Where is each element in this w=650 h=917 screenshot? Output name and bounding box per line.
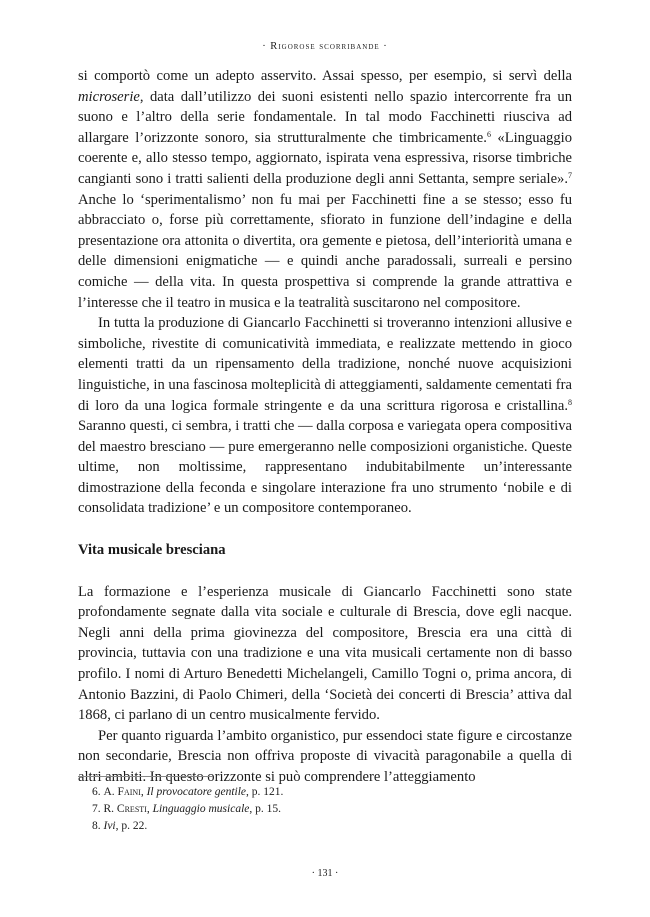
footnote-8: 8. Ivi, p. 22. <box>92 820 148 832</box>
footnote-rule <box>78 776 213 777</box>
italic-term: microserie <box>78 88 140 105</box>
paragraph-3: La formazione e l’esperienza musicale di Giancarlo Facchinetti sono state profondamente segnate dalla vita sociale e culturale di Brescia, dove egli nacque. Negli anni della prima giovinezza del compositore, Brescia era una città di provincia, tuttavia con una tradizione e una vita musicali certamente non di basso profilo. I nomi di Arturo Benedetti Michelangeli, Camillo Togni o, prima ancora, di Antonio Bazzini, di Paolo Chimeri, della ‘Società dei concerti di Brescia’ attiva dal 1868, ci parlano di un centro musicalmente fervido. <box>78 583 572 724</box>
footnote-ref-7[interactable]: 7 <box>568 170 572 180</box>
page-number: · 131 · <box>311 868 339 879</box>
section-heading: Vita musicale bresciana <box>78 542 226 559</box>
footnote-7: 7. R. Cresti, Linguaggio musicale, p. 15. <box>92 803 281 815</box>
paragraph-2: In tutta la produzione di Giancarlo Facchinetti si troveranno intenzioni allusive e simboliche, rivestite di comunicatività immediata, e realizzate mettendo in gioco elementi tratti da un ripensamento della tradizione, nonché nuove acquisizioni linguistiche, in una fascinosa molteplicità di atteggiamenti, saldamente cementati fra di loro da una logica formale stringente e da una scrittura rigorosa e cristallina.$^8$ Saranno questi, ci sembra, i tratti che — dalla corposa e variegata opera compositiva del maestro bresciano — pure emergeranno nelle composizioni organistiche. Queste ultime, non moltissime, rappresentano indubitabilmente un’interessante dimostrazione della feconda e singolare interazione fra uno strumento ‘nobile e di consolidata tradizione’ e un compositore contemporaneo. <box>78 315 572 517</box>
footnote-6: 6. A. Faini, Il provocatore gentile, p. 121. <box>92 786 284 798</box>
body-text <box>78 66 572 788</box>
paragraph-4: Per quanto riguarda l’ambito organistico, pur essendoci state figure e circostanze non secondarie, Brescia non offriva proposte di vivacità paragonabile a quella di altri ambiti. In questo orizzonte si può comprendere l’atteggiamento <box>78 727 572 785</box>
footnotes <box>78 784 572 835</box>
footnote-ref-6[interactable]: 6 <box>486 129 491 139</box>
paragraph-1: si comportò come un adepto asservito. Assai spesso, per esempio, si servì della microserie, data dall’utilizzo dei suoni esistenti nello spazio intercorrente fra un suono e l’altro della serie fondamentale. In tal modo Facchinetti riusciva ad allargare l’orizzonte sonoro, sia strutturalmente che timbricamente.$^6$ «Linguaggio coerente e, allo stesso tempo, aggiornato, ispirata vena espressiva, risorse timbriche cangianti sono i tratti salienti della produzione degli anni Settanta, sempre seriale».$^7$ Anche lo ‘sperimentalismo’ non fu mai per Facchinetti fine a se stesso; esso fu abbracciato o, forse più correttamente, sfiorato in funzione dell’indagine e della presentazione ora attonita o divertita, ora gemente e pietosa, dell’interiorità umana e delle dimensioni enigmatiche — e quindi anche paradossali, surreali e persino comiche — della vita. In questa prospettiva si comprende la grande attrattiva e l’interesse che il teatro in musica e la teatralità suscitarono nel compositore. <box>78 68 572 311</box>
running-head: · Rigorose scorribande · <box>262 41 388 52</box>
footnote-ref-8[interactable]: 8 <box>568 397 572 407</box>
